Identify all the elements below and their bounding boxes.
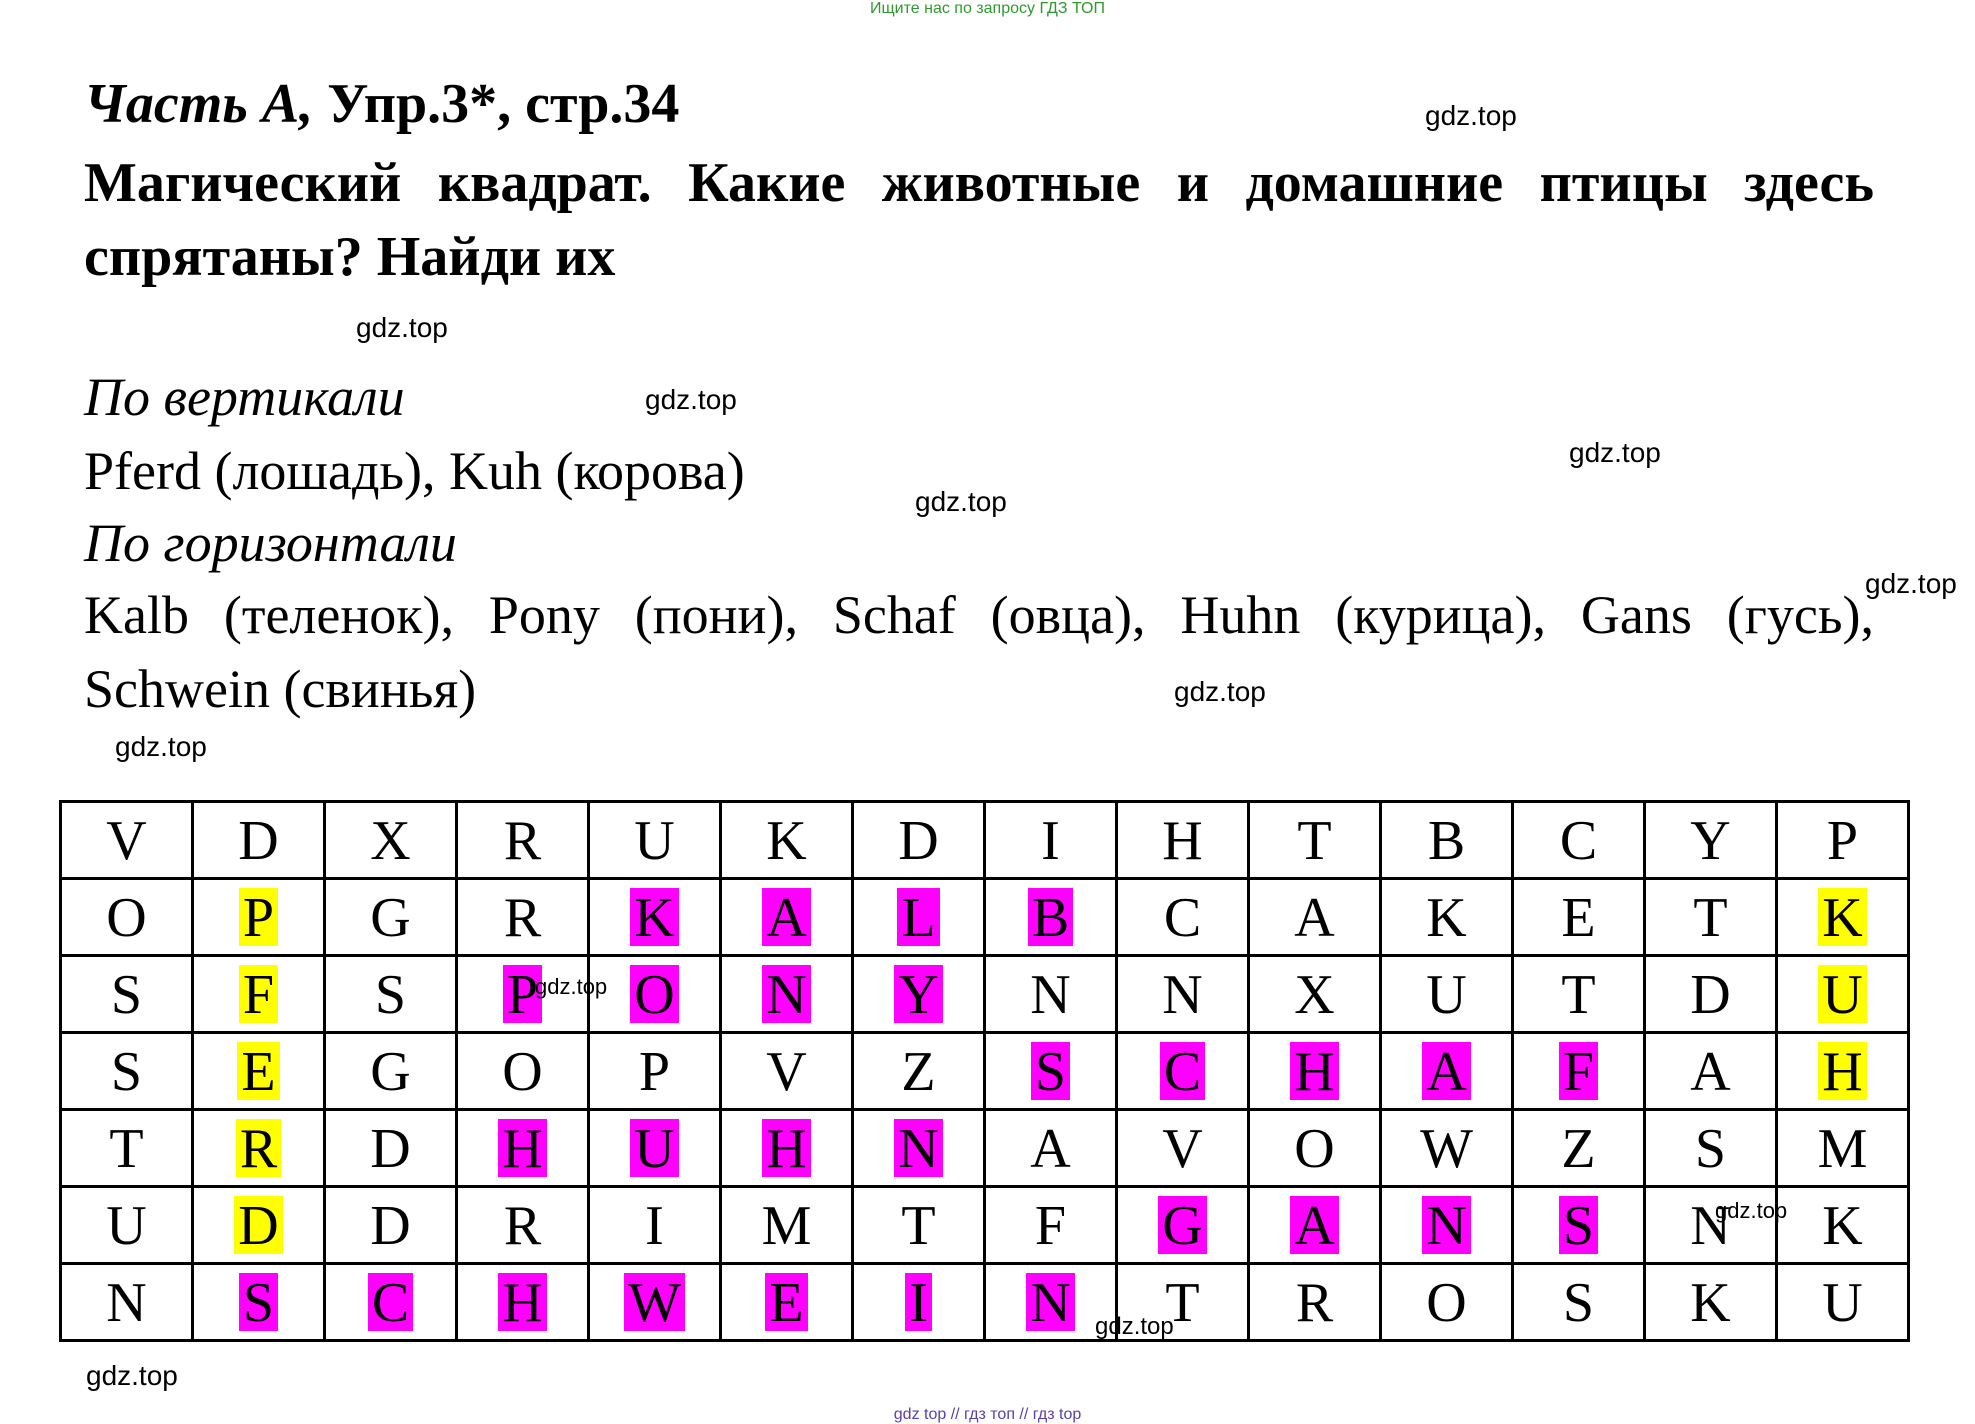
exercise-heading bbox=[84, 72, 679, 136]
watermark: gdz.top bbox=[535, 974, 608, 999]
grid-letter: M bbox=[761, 1195, 812, 1257]
grid-cell bbox=[193, 1264, 325, 1341]
grid-cell bbox=[589, 1264, 721, 1341]
grid-letter: G bbox=[1158, 1196, 1206, 1254]
grid-letter: E bbox=[765, 1273, 807, 1331]
grid-letter: P bbox=[503, 965, 542, 1023]
vertical-answer: Pferd (лошадь), Kuh (корова) bbox=[84, 441, 745, 501]
grid-letter: N bbox=[1026, 1273, 1074, 1331]
watermark: gdz.top bbox=[1174, 676, 1266, 707]
grid-cell bbox=[985, 956, 1117, 1033]
watermark: gdz.top bbox=[1425, 100, 1517, 131]
grid-cell bbox=[1513, 1187, 1645, 1264]
grid-cell bbox=[1513, 879, 1645, 956]
grid-cell bbox=[193, 1033, 325, 1110]
grid-letter: S bbox=[239, 1273, 278, 1331]
grid-letter: O bbox=[630, 965, 678, 1023]
grid-cell bbox=[61, 956, 193, 1033]
grid-row bbox=[61, 1187, 1909, 1264]
grid-cell bbox=[325, 1033, 457, 1110]
heading-part: Часть А, bbox=[84, 73, 314, 135]
grid-letter: K bbox=[1822, 1195, 1863, 1257]
grid-cell bbox=[589, 1110, 721, 1187]
grid-letter: N bbox=[1422, 1196, 1470, 1254]
grid-letter: N bbox=[1162, 964, 1203, 1026]
grid-cell bbox=[1249, 879, 1381, 956]
grid-letter: K bbox=[1818, 888, 1866, 946]
grid-cell bbox=[1117, 956, 1249, 1033]
grid-cell bbox=[1645, 956, 1777, 1033]
grid-cell bbox=[1513, 802, 1645, 879]
footer-note: gdz top // гдз топ // гдз top bbox=[893, 1406, 1082, 1423]
grid-cell bbox=[1117, 1110, 1249, 1187]
grid-cell bbox=[1381, 1187, 1513, 1264]
grid-letter: H bbox=[1818, 1042, 1866, 1100]
grid-row bbox=[61, 802, 1909, 879]
grid-cell bbox=[721, 1187, 853, 1264]
grid-cell bbox=[61, 1187, 193, 1264]
grid-cell bbox=[1117, 879, 1249, 956]
grid-letter: E bbox=[1561, 887, 1596, 949]
horizontal-answer: Kalb (теленок), Pony (пони), Schaf (овца), Huhn (курица), Gans (гусь), Schwein (свинья) bbox=[84, 585, 1874, 719]
grid-cell bbox=[1777, 1110, 1909, 1187]
grid-letter: U bbox=[634, 810, 675, 872]
grid-letter: X bbox=[370, 810, 411, 872]
grid-letter: T bbox=[901, 1195, 936, 1257]
grid-cell bbox=[1645, 1033, 1777, 1110]
grid-letter: K bbox=[1426, 887, 1467, 949]
grid-cell bbox=[325, 802, 457, 879]
grid-letter: V bbox=[1162, 1118, 1203, 1180]
grid-cell bbox=[853, 1033, 985, 1110]
grid-row bbox=[61, 879, 1909, 956]
grid-cell bbox=[1645, 879, 1777, 956]
heading-rest: Упр.3*, стр.34 bbox=[313, 73, 680, 135]
watermark: gdz.top bbox=[356, 312, 448, 343]
grid-cell bbox=[1249, 1187, 1381, 1264]
grid-cell bbox=[1777, 1264, 1909, 1341]
grid-cell bbox=[193, 1110, 325, 1187]
grid-letter: D bbox=[898, 810, 939, 872]
grid-letter: T bbox=[1561, 964, 1596, 1026]
grid-cell bbox=[1645, 1110, 1777, 1187]
grid-letter: B bbox=[1028, 888, 1073, 946]
grid-letter: C bbox=[1559, 810, 1598, 872]
grid-letter: T bbox=[1165, 1272, 1200, 1334]
grid-cell bbox=[985, 879, 1117, 956]
grid-letter: S bbox=[1562, 1272, 1595, 1334]
grid-letter: C bbox=[1160, 1042, 1205, 1100]
grid-cell bbox=[457, 1110, 589, 1187]
grid-letter: O bbox=[502, 1041, 543, 1103]
grid-row bbox=[61, 1264, 1909, 1341]
grid-letter: P bbox=[638, 1041, 671, 1103]
grid-letter: H bbox=[762, 1119, 810, 1177]
grid-letter: U bbox=[106, 1195, 147, 1257]
grid-cell bbox=[457, 802, 589, 879]
grid-letter: N bbox=[1690, 1195, 1731, 1257]
watermark: gdz.top bbox=[1865, 568, 1957, 599]
grid-letter: Z bbox=[1561, 1118, 1596, 1180]
grid-letter: H bbox=[1162, 810, 1203, 872]
watermark: gdz.top bbox=[1569, 437, 1661, 468]
grid-letter: S bbox=[110, 964, 143, 1026]
grid-letter: U bbox=[1426, 964, 1467, 1026]
grid-cell bbox=[1513, 1264, 1645, 1341]
grid-letter: K bbox=[630, 888, 678, 946]
grid-letter: H bbox=[1290, 1042, 1338, 1100]
grid-letter: C bbox=[1163, 887, 1202, 949]
grid-cell bbox=[1777, 802, 1909, 879]
watermark: gdz.top bbox=[1715, 1198, 1788, 1223]
grid-cell bbox=[1777, 1033, 1909, 1110]
grid-cell bbox=[1117, 802, 1249, 879]
grid-letter: O bbox=[1294, 1118, 1335, 1180]
grid-letter: B bbox=[1427, 810, 1466, 872]
grid-letter: Z bbox=[901, 1041, 936, 1103]
grid-letter: F bbox=[239, 965, 278, 1023]
grid-cell bbox=[721, 1033, 853, 1110]
grid-cell bbox=[457, 879, 589, 956]
grid-letter: A bbox=[762, 888, 810, 946]
grid-letter: G bbox=[370, 887, 411, 949]
grid-letter: A bbox=[1294, 887, 1335, 949]
grid-cell bbox=[721, 879, 853, 956]
grid-cell bbox=[721, 1110, 853, 1187]
grid-letter: G bbox=[370, 1041, 411, 1103]
grid-cell bbox=[589, 956, 721, 1033]
grid-letter: Y bbox=[894, 965, 942, 1023]
grid-cell bbox=[1117, 1033, 1249, 1110]
grid-letter: Y bbox=[1690, 810, 1731, 872]
grid-cell bbox=[193, 802, 325, 879]
grid-cell bbox=[853, 879, 985, 956]
grid-cell bbox=[193, 1187, 325, 1264]
grid-letter: A bbox=[1030, 1118, 1071, 1180]
watermark: gdz.top bbox=[1095, 1313, 1174, 1340]
watermark: gdz.top bbox=[915, 486, 1007, 517]
grid-letter: S bbox=[1031, 1042, 1070, 1100]
grid-letter: S bbox=[1559, 1196, 1598, 1254]
grid-letter: A bbox=[1422, 1042, 1470, 1100]
grid-letter: R bbox=[503, 887, 542, 949]
grid-letter: E bbox=[237, 1042, 279, 1100]
grid-cell bbox=[1249, 1033, 1381, 1110]
grid-cell bbox=[61, 1110, 193, 1187]
grid-cell bbox=[1513, 956, 1645, 1033]
grid-letter: U bbox=[1818, 965, 1866, 1023]
grid-letter: D bbox=[1690, 964, 1731, 1026]
grid-cell bbox=[1513, 1110, 1645, 1187]
grid-cell bbox=[193, 956, 325, 1033]
grid-letter: K bbox=[766, 810, 807, 872]
grid-letter: O bbox=[106, 887, 147, 949]
grid-letter: N bbox=[762, 965, 810, 1023]
grid-letter: P bbox=[239, 888, 278, 946]
grid-letter: P bbox=[1826, 810, 1859, 872]
grid-row bbox=[61, 956, 1909, 1033]
grid-letter: N bbox=[894, 1119, 942, 1177]
grid-letter: I bbox=[905, 1273, 932, 1331]
grid-cell bbox=[853, 1264, 985, 1341]
grid-letter: L bbox=[897, 888, 939, 946]
grid-letter: U bbox=[1822, 1272, 1863, 1334]
grid-letter: A bbox=[1690, 1041, 1731, 1103]
grid-cell bbox=[193, 879, 325, 956]
grid-letter: F bbox=[1034, 1195, 1067, 1257]
grid-letter: H bbox=[498, 1273, 546, 1331]
grid-cell bbox=[985, 1033, 1117, 1110]
grid-cell bbox=[1117, 1187, 1249, 1264]
grid-cell bbox=[457, 1033, 589, 1110]
grid-cell bbox=[985, 1187, 1117, 1264]
grid-letter: T bbox=[1297, 810, 1332, 872]
grid-letter: D bbox=[234, 1196, 282, 1254]
watermark: gdz.top bbox=[645, 384, 737, 415]
grid-letter: R bbox=[503, 810, 542, 872]
grid-cell bbox=[61, 879, 193, 956]
grid-row bbox=[61, 1110, 1909, 1187]
grid-cell bbox=[457, 1187, 589, 1264]
grid-cell bbox=[1645, 1264, 1777, 1341]
grid-letter: T bbox=[109, 1118, 144, 1180]
grid-letter: K bbox=[1690, 1272, 1731, 1334]
grid-letter: S bbox=[374, 964, 407, 1026]
grid-cell bbox=[985, 802, 1117, 879]
grid-letter: V bbox=[766, 1041, 807, 1103]
grid-cell bbox=[589, 1187, 721, 1264]
grid-letter: M bbox=[1817, 1118, 1868, 1180]
grid-cell bbox=[1249, 1110, 1381, 1187]
grid-cell bbox=[325, 1110, 457, 1187]
vertical-label: По вертикали bbox=[84, 367, 405, 427]
watermark: gdz.top bbox=[86, 1360, 178, 1391]
grid-cell bbox=[985, 1110, 1117, 1187]
grid-cell bbox=[61, 802, 193, 879]
grid-letter: V bbox=[106, 810, 147, 872]
grid-letter: I bbox=[1041, 810, 1060, 872]
grid-letter: A bbox=[1290, 1196, 1338, 1254]
grid-cell bbox=[1381, 879, 1513, 956]
grid-cell bbox=[1381, 956, 1513, 1033]
grid-cell bbox=[457, 1264, 589, 1341]
grid-letter: D bbox=[370, 1118, 411, 1180]
grid-letter: X bbox=[1294, 964, 1335, 1026]
grid-cell bbox=[589, 1033, 721, 1110]
grid-cell bbox=[589, 879, 721, 956]
grid-letter: W bbox=[624, 1273, 685, 1331]
grid-cell bbox=[325, 1187, 457, 1264]
grid-letter: F bbox=[1559, 1042, 1598, 1100]
grid-row bbox=[61, 1033, 1909, 1110]
grid-letter: D bbox=[370, 1195, 411, 1257]
grid-letter: I bbox=[645, 1195, 664, 1257]
grid-cell bbox=[61, 1264, 193, 1341]
grid-letter: R bbox=[236, 1119, 281, 1177]
grid-cell bbox=[853, 1187, 985, 1264]
grid-letter: R bbox=[503, 1195, 542, 1257]
grid-cell bbox=[1381, 1264, 1513, 1341]
grid-cell bbox=[1645, 802, 1777, 879]
grid-cell bbox=[721, 802, 853, 879]
grid-cell bbox=[1249, 956, 1381, 1033]
grid-cell bbox=[1249, 1264, 1381, 1341]
grid-letter: N bbox=[1030, 964, 1071, 1026]
watermark: gdz.top bbox=[115, 731, 207, 762]
grid-cell bbox=[721, 956, 853, 1033]
grid-cell bbox=[1777, 1187, 1909, 1264]
magic-square bbox=[59, 800, 1910, 1342]
grid-cell bbox=[853, 802, 985, 879]
task-text: Магический квадрат. Какие животные и домашние птицы здесь спрятаны? Найди их bbox=[84, 152, 1874, 288]
grid-letter: S bbox=[110, 1041, 143, 1103]
grid-letter: W bbox=[1420, 1118, 1473, 1180]
grid-cell bbox=[1777, 956, 1909, 1033]
horizontal-label: По горизонтали bbox=[84, 513, 457, 573]
grid-letter: R bbox=[1295, 1272, 1334, 1334]
grid-cell bbox=[325, 879, 457, 956]
grid-cell bbox=[1513, 1033, 1645, 1110]
grid-cell bbox=[1249, 802, 1381, 879]
grid-cell bbox=[589, 802, 721, 879]
grid-letter: N bbox=[106, 1272, 147, 1334]
grid-letter: C bbox=[368, 1273, 413, 1331]
grid-cell bbox=[853, 1110, 985, 1187]
grid-cell bbox=[853, 956, 985, 1033]
grid-cell bbox=[1381, 1110, 1513, 1187]
grid-cell bbox=[325, 1264, 457, 1341]
grid-cell bbox=[1777, 879, 1909, 956]
grid-cell bbox=[325, 956, 457, 1033]
grid-cell bbox=[61, 1033, 193, 1110]
grid-cell bbox=[1381, 1033, 1513, 1110]
grid-letter: S bbox=[1694, 1118, 1727, 1180]
grid-letter: D bbox=[238, 810, 279, 872]
grid-letter: H bbox=[498, 1119, 546, 1177]
grid-letter: O bbox=[1426, 1272, 1467, 1334]
top-note: Ищите нас по запросу ГДЗ ТОП bbox=[870, 0, 1105, 17]
grid-cell bbox=[1381, 802, 1513, 879]
grid-letter: T bbox=[1693, 887, 1728, 949]
grid-letter: U bbox=[630, 1119, 678, 1177]
grid-cell bbox=[721, 1264, 853, 1341]
